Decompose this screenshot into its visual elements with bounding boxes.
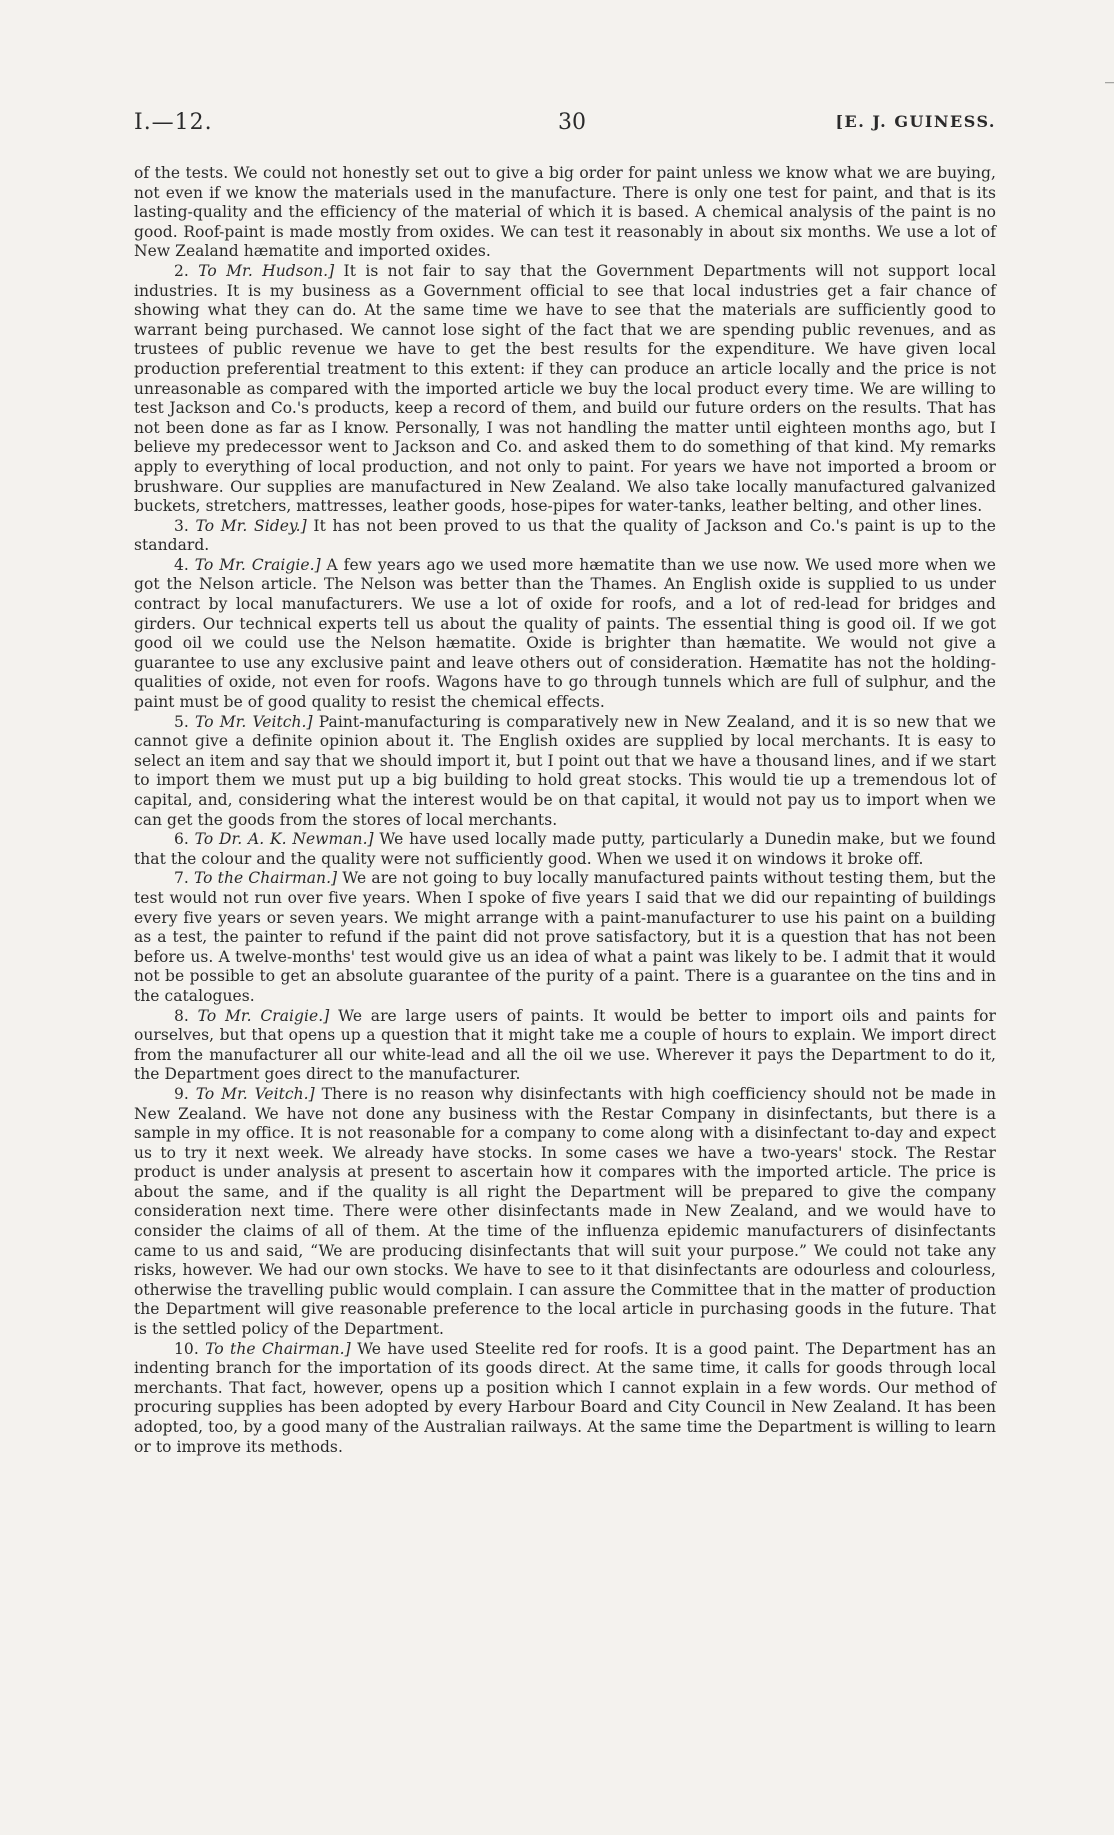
addressee: To the Chairman.] xyxy=(194,869,338,888)
page-body xyxy=(134,164,996,1457)
paragraph-text: Paint-manufacturing is comparatively new in New Zealand, and it is so new that we cannot give a definite opinion about it. The English oxides are supplied by local merchants. It is easy to select an item and say that we should import it, but I point out that we have a thousand lines, and if we start to import them we must put up a big building to hold great stocks. This would tie up a tremendous lot of capital, and, considering what the interest would be on that capital, it would not pay us to import when we can get the goods from the stores of local merchants. xyxy=(134,712,997,829)
page-number: 30 xyxy=(558,110,586,135)
paragraph-text: of the tests. We could not honestly set out to give a big order for paint unless we know what we are buying, not even if we know the materials used in the manufacture. There is only one test for paint, and that is its lasting-quality and the efficiency of the material of which it is based. A chemical analysis of the paint is no good. Roof-paint is made mostly from oxides. We can test it reasonably in about six months. We use a lot of New Zealand hæmatite and imported oxides. xyxy=(134,164,996,261)
addressee: To Mr. Veitch.] xyxy=(195,1084,315,1103)
addressee: To Mr. Veitch.] xyxy=(195,712,313,731)
paragraph-1 xyxy=(134,164,996,262)
paragraph-number: 8. xyxy=(174,1006,189,1025)
paragraph-text: It is not fair to say that the Government Departments will not support local industries. It is my business as a Government official to see that local industries get a fair chance of showing what they can do. At the same time we have to see that the materials are sufficiently good to warrant being purchased. We cannot lose sight of the fact that we are spending public revenues, and as trustees of public revenue we have to get the best results for the expenditure. We have given local production preferential treatment to this extent: if they can produce an article locally and the price is not unreasonable as compared with the imported article we buy the local product every time. We are willing to test Jackson and Co.'s products, keep a record of them, and build our future orders on the results. That has not been done as far as I know. Personally, I was not handling the matter until eighteen months ago, but I believe my predecessor went to Jackson and Co. and asked them to do something of that kind. My remarks apply to everything of local production, and not only to paint. For years we have not imported a broom or brushware. Our supplies are manufactured in New Zealand. We also take locally manufactured galvanized buckets, stretchers, mattresses, leather goods, hose-pipes for water-tanks, leather belting, and other lines. xyxy=(134,261,996,516)
paragraph-text: It has not been proved to us that the quality of Jackson and Co.'s paint is up to the standard. xyxy=(134,516,996,555)
witness-name: [E. J. GUINESS. xyxy=(835,112,996,131)
addressee: To the Chairman.] xyxy=(205,1339,351,1358)
paragraph-number: 6. xyxy=(174,830,189,849)
paragraph-7 xyxy=(134,869,996,1006)
paragraph-2 xyxy=(134,262,996,517)
paragraph-10 xyxy=(134,1340,996,1458)
paragraph-9 xyxy=(134,1085,996,1340)
paragraph-text: We have used Steelite red for roofs. It is a good paint. The Department has an indenting branch for the importation of its goods direct. At the same time, it calls for goods through local merchants. That fact, however, opens up a position which I cannot explain in a few words. Our method of procuring supplies has been adopted by every Harbour Board and City Council in New Zealand. It has been adopted, too, by a good many of the Australian railways. At the same time the Department is willing to learn or to improve its methods. xyxy=(134,1339,996,1456)
paragraph-text: We are large users of paints. It would be better to import oils and paints for ourselves, but that opens up a question that it might take me a couple of hours to explain. We import direct from the manufacturer all our white-lead and all the oil we use. Wherever it pays the Department to do it, the Department goes direct to the manufacturer. xyxy=(134,1006,997,1084)
paragraph-text: We are not going to buy locally manufactured paints without testing them, but the test would not run over five years. When I spoke of five years I said that we did our repainting of buildings every five years or seven years. We might arrange with a paint-manufacturer to use his paint on a building as a test, the painter to refund if the paint did not prove satisfactory, but it is a question that has not been before us. A twelve-months' test would give us an idea of what a paint was likely to be. I admit that it would not be possible to get an absolute guarantee of the purity of a paint. There is a guarantee on the tins and in the catalogues. xyxy=(134,869,996,1005)
paragraph-text: We have used locally made putty, particularly a Dunedin make, but we found that the colour and the quality were not sufficiently good. When we used it on windows it broke off. xyxy=(134,830,997,868)
paragraph-number: 5. xyxy=(174,712,189,731)
addressee: To Dr. A. K. Newman.] xyxy=(194,830,374,849)
paragraph-text: A few years ago we used more hæmatite than we use now. We used more when we got the Nelson article. The Nelson was better than the Thames. An English oxide is supplied to us under contract by local manufacturers. We use a lot of oxide for roofs, and a lot of red-lead for bridges and girders. Our technical experts tell us about the quality of paints. The essential thing is good oil. If we got good oil we could use the Nelson hæmatite. Oxide is brighter than hæmatite. We would not give a guarantee to use any exclusive paint and leave others out of consideration. Hæmatite has not the holding-qualities of oxide, not even for roofs. Wagons have to go through tunnels which are full of sulphur, and the paint must be of good quality to resist the chemical effects. xyxy=(134,555,996,712)
document-reference: I.—12. xyxy=(134,110,213,135)
paragraph-6 xyxy=(134,830,996,869)
addressee: To Mr. Sidey.] xyxy=(195,516,307,535)
paragraph-number: 3. xyxy=(174,516,189,535)
paragraph-3 xyxy=(134,517,996,556)
paragraph-number: 10. xyxy=(174,1339,199,1358)
addressee: To Mr. Craigie.] xyxy=(197,1006,330,1025)
paragraph-text: There is no reason why disinfectants with high coefficiency should not be made in New Zealand. We have not done any business with the Restar Company in disinfectants, but there is a sample in my office. It is not reasonable for a company to come along with a disinfectant to-day and expect us to try it next week. We already have stocks. In some cases we have a two-years' stock. The Restar product is under analysis at present to ascertain how it compares with the imported article. The price is about the same, and if the quality is all right the Department will be prepared to give the company consideration next time. There were other disinfectants made in New Zealand, and we would have to consider the claims of all of them. At the time of the influenza epidemic manufacturers of disinfectants came to us and said, “We are producing disinfectants that will suit your purpose.” We could not take any risks, however. We had our own stocks. We have to see to it that disinfectants are odourless and colourless, otherwise the travelling public would complain. I can assure the Committee that in the matter of production the Department will give reasonable preference to the local article in purchasing goods in the future. That is the settled policy of the Department. xyxy=(134,1084,996,1339)
addressee: To Mr. Hudson.] xyxy=(198,261,335,280)
paragraph-number: 4. xyxy=(174,555,189,574)
paragraph-number: 9. xyxy=(174,1084,189,1103)
paragraph-4 xyxy=(134,556,996,713)
addressee: To Mr. Craigie.] xyxy=(194,555,321,574)
page-header xyxy=(134,110,996,140)
paragraph-5 xyxy=(134,713,996,831)
margin-mark: ‾ xyxy=(1105,80,1114,101)
paragraph-8 xyxy=(134,1007,996,1085)
paragraph-number: 2. xyxy=(174,261,189,280)
paragraph-number: 7. xyxy=(174,869,189,888)
